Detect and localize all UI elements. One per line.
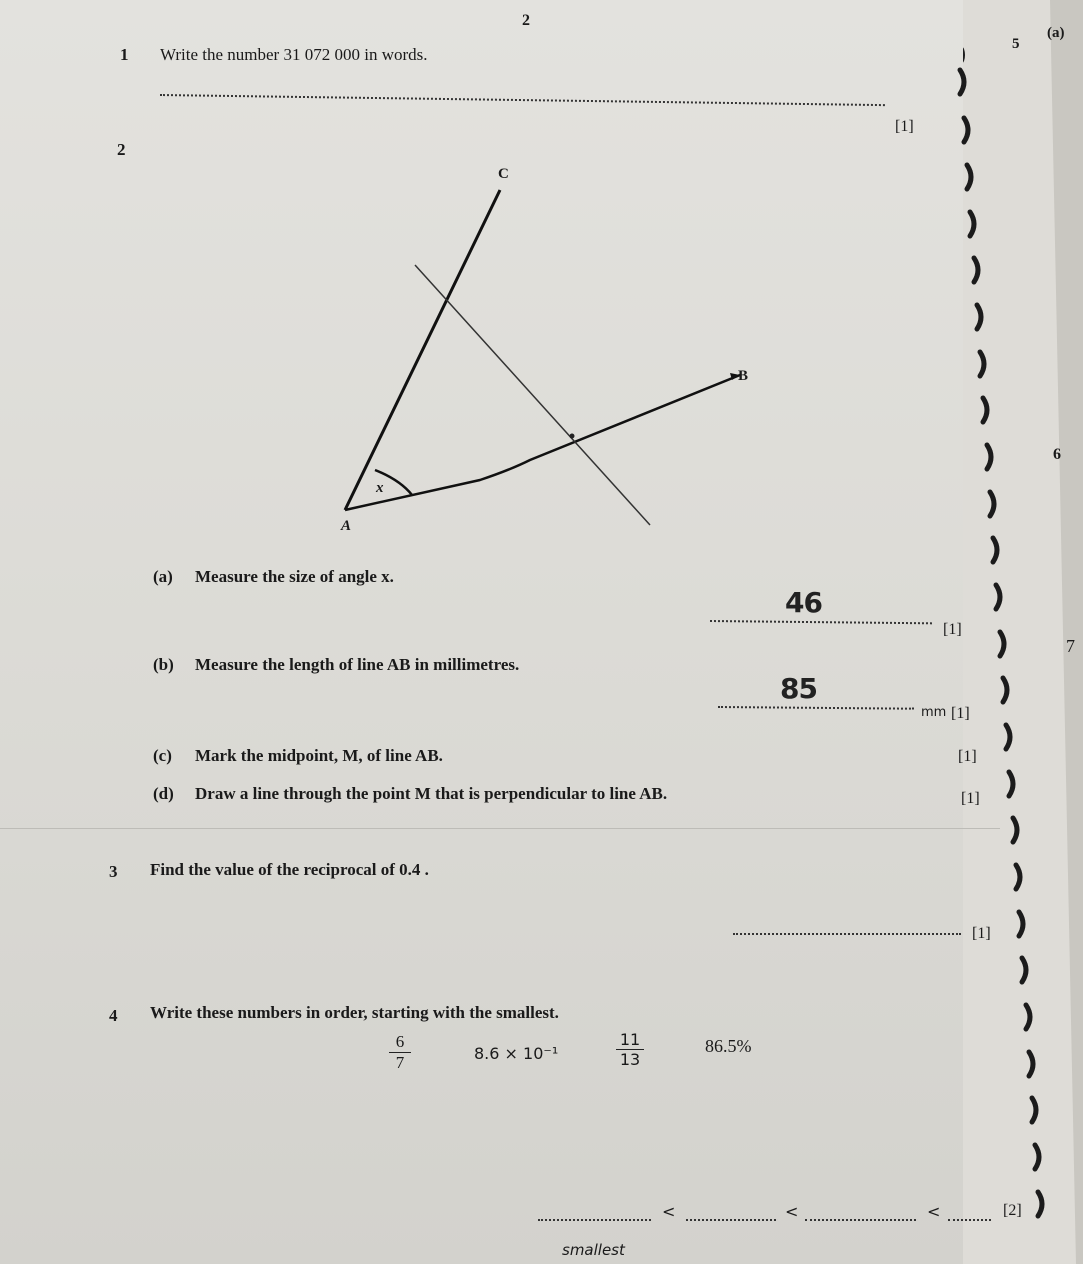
q2c-mark: [1] [958,748,977,765]
q4-frac2-denominator: 13 [619,1050,641,1069]
q4-answer-blank-2[interactable] [686,1219,776,1221]
q2d-mark: [1] [961,790,980,807]
q1-number: 1 [120,45,129,64]
line-ab [345,375,740,510]
label-c: C [498,166,509,182]
label-x: x [376,480,384,496]
right-page-q7: 7 [1066,636,1075,656]
q4-mark: [2] [1003,1202,1022,1219]
label-a: A [341,518,352,534]
q1-text: Write the number 31 072 000 in words. [160,45,428,64]
q3-answer-line[interactable] [733,933,961,935]
q2b-handwritten-answer: 85 [780,672,817,705]
right-page-q6: 6 [1053,446,1061,463]
line-ac [345,190,500,510]
q2a-text: Measure the size of angle x. [195,567,394,586]
q4-smallest-label: smallest [562,1241,625,1259]
q4-fraction-6-7 [389,1032,411,1073]
q4-answer-blank-3[interactable] [805,1219,916,1221]
q2c-text: Mark the midpoint, M, of line AB. [195,746,443,765]
right-page-q5: 5 [1012,36,1020,52]
q4-answer-blank-4[interactable] [948,1219,991,1221]
q2b-answer-line[interactable] [718,706,914,710]
midpoint-m [570,434,575,439]
page-number: 2 [522,12,530,29]
q4-frac2-numerator: 11 [616,1030,644,1050]
q3-mark: [1] [972,925,991,942]
q4-frac1-denominator: 7 [395,1053,405,1072]
q2a-handwritten-answer: 46 [785,586,822,619]
q4-percent: 86.5% [705,1036,752,1056]
q3-text: Find the value of the reciprocal of 0.4 . [150,860,429,879]
q2d-label: (d) [153,784,174,803]
q4-frac1-numerator: 6 [389,1032,411,1053]
q2d-text: Draw a line through the point M that is perpendicular to line AB. [195,784,668,803]
angle-diagram [330,160,780,540]
q2b-label: (b) [153,655,174,674]
q4-text: Write these numbers in order, starting with the smallest. [150,1003,559,1022]
section-divider [0,828,1000,829]
q1-mark: [1] [895,118,914,135]
q4-less-than-1: < [662,1202,676,1221]
q1-answer-line[interactable] [160,94,885,106]
q4-answer-blank-1[interactable] [538,1219,651,1221]
q4-scientific-notation: 8.6 × 10⁻¹ [474,1044,559,1063]
label-b: B [738,368,749,384]
q2b-text: Measure the length of line AB in millimetres. [195,655,520,674]
q4-less-than-2: < [785,1202,799,1221]
q4-less-than-3: < [927,1202,941,1221]
q3-number: 3 [109,862,118,881]
q2b-mark: [1] [951,705,970,722]
q2a-label: (a) [153,567,173,586]
q4-fraction-11-13 [616,1030,644,1069]
right-page-q5-part: (a) [1047,25,1065,41]
q4-number: 4 [109,1006,118,1025]
q2c-label: (c) [153,746,172,765]
q2-number: 2 [117,140,126,159]
q2b-unit: mm [921,705,947,720]
q2a-mark: [1] [943,621,962,638]
q2a-answer-line[interactable] [710,620,932,624]
